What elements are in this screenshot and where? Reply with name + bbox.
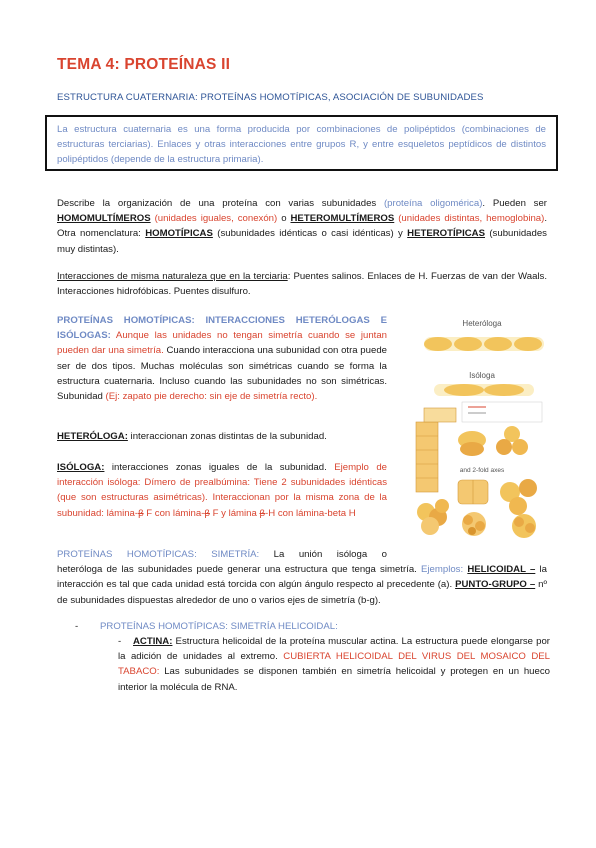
symmetry-figure bbox=[406, 312, 558, 544]
point-group-c3 bbox=[496, 426, 528, 455]
cubic-cluster bbox=[417, 499, 449, 535]
figure-label-isologa: Isóloga bbox=[469, 371, 495, 380]
helical-stack bbox=[416, 408, 456, 492]
list-dash: - bbox=[75, 621, 79, 632]
list-item-actina: ACTINA: Estructura helicoidal de la proteína muscular actina. La estructura puede elongarse por la adición de unidades al extremo. CUBIERTA HELICOIDAL DEL VIRUS DEL MOSAICO DEL TABACO: Las subunidades se disponen también en simetría helicoidal y protegen en un hueco interior la molécula de RNA. bbox=[118, 636, 550, 693]
point-group-d3 bbox=[500, 479, 537, 515]
paragraph-symmetry: PROTEÍNAS HOMOTÍPICAS: SIMETRÍA: La unión isóloga o heteróloga de las subunidades puede generar una estructura que tenga simetría. Ejemplos: HELICOIDAL – la interacción es tal que cada unidad está torcida con algún ángulo respecto al precedente (a). PUNTO-GRUPO – nº de subunidades dispuestas alrededor de uno o varios ejes de simetría (b-g). bbox=[57, 549, 548, 606]
octahedral-cluster bbox=[512, 514, 536, 538]
paragraph-organization: Describe la organización de una proteína con varias subunidades (proteína oligomérica). Pueden ser HOMOMULTÍMEROS (unidades iguales, conexón) o HETEROMULTÍMEROS (unidades distintas, hemoglobina). Otra nomenclatura: HOMOTÍPICAS (subunidades idénticas o casi idénticas) y HETEROTÍPICAS (subunidades muy distintas). bbox=[57, 198, 547, 255]
symmetry-illustration bbox=[406, 312, 558, 544]
term-heterotipicas: HETEROTÍPICAS bbox=[407, 228, 485, 240]
definition-box bbox=[45, 115, 558, 171]
isologous-pair bbox=[434, 384, 534, 396]
definition-text: La estructura cuaternaria es una forma producida por combinaciones de polipéptidos (combinaciones de estructuras terciarias). Enlaces y otras interacciones entre grupos R, y entre esqueletos peptídicos de distintos polipéptidos (depende de la estructura primaria). bbox=[57, 124, 546, 165]
paragraph-interactions: Interacciones de misma naturaleza que en la terciaria: Puentes salinos. Enlaces de H. Fuerzas de van der Waals. Interacciones hidrofóbicas. Puentes disulfuro. bbox=[57, 271, 547, 298]
figure-legend bbox=[462, 402, 542, 422]
term-heteromultimeros: HETEROMULTÍMEROS bbox=[290, 213, 395, 225]
paragraph-isologa: ISÓLOGA: interacciones zonas iguales de la subunidad. Ejemplo de interacción isóloga: Dímero de prealbúmina: Tiene 2 subunidades idénticas (que son estructuras asimétricas). Interaccionan por la misma zona de la subunidad: lámina-β F con lámina-β F y lámina β-H con lámina-beta H bbox=[57, 462, 387, 519]
symmetry-lead: La unión isóloga o bbox=[259, 549, 387, 560]
list-subdash: - bbox=[118, 636, 122, 647]
paragraph-heterologa: HETERÓLOGA: interaccionan zonas distintas de la subunidad. bbox=[57, 431, 327, 442]
list-heading: PROTEÍNAS HOMOTÍPICAS: SIMETRÍA HELICOIDAL: bbox=[100, 621, 338, 632]
term-homomultimeros: HOMOMULTÍMEROS bbox=[57, 213, 151, 225]
term-homotipicas: HOMOTÍPICAS bbox=[145, 228, 213, 240]
page-title: TEMA 4: PROTEÍNAS II bbox=[57, 56, 231, 73]
section-subtitle: ESTRUCTURA CUATERNARIA: PROTEÍNAS HOMOTÍPICAS, ASOCIACIÓN DE SUBUNIDADES bbox=[57, 92, 484, 103]
figure-label-heterologa: Heteróloga bbox=[462, 319, 502, 328]
paragraph-heterologous-isologous: PROTEÍNAS HOMOTÍPICAS: INTERACCIONES HETERÓLOGAS E ISÓLOGAS: Aunque las unidades no tengan simetría cuando se juntan pueden dar una simetría. Cuando interacciona una subunidad con otra puede ser de dos tipos. Muchas moléculas son simétricas cuando se forma la estructura cuaternaria. Incluso cuando las subunidades no son simétricas. Subunidad (Ej: zapato pie derecho: sin eje de simetría recto). bbox=[57, 315, 387, 403]
symmetry-continuation: heteróloga de las subunidades puede generar una estructura que tenga simetría. bbox=[57, 564, 422, 576]
point-group-c2 bbox=[458, 431, 486, 456]
heterologous-chain bbox=[424, 337, 544, 351]
figure-label-2fold: and 2-fold axes bbox=[459, 467, 505, 474]
icosahedral-cluster bbox=[462, 512, 486, 536]
point-group-d2 bbox=[458, 480, 488, 504]
